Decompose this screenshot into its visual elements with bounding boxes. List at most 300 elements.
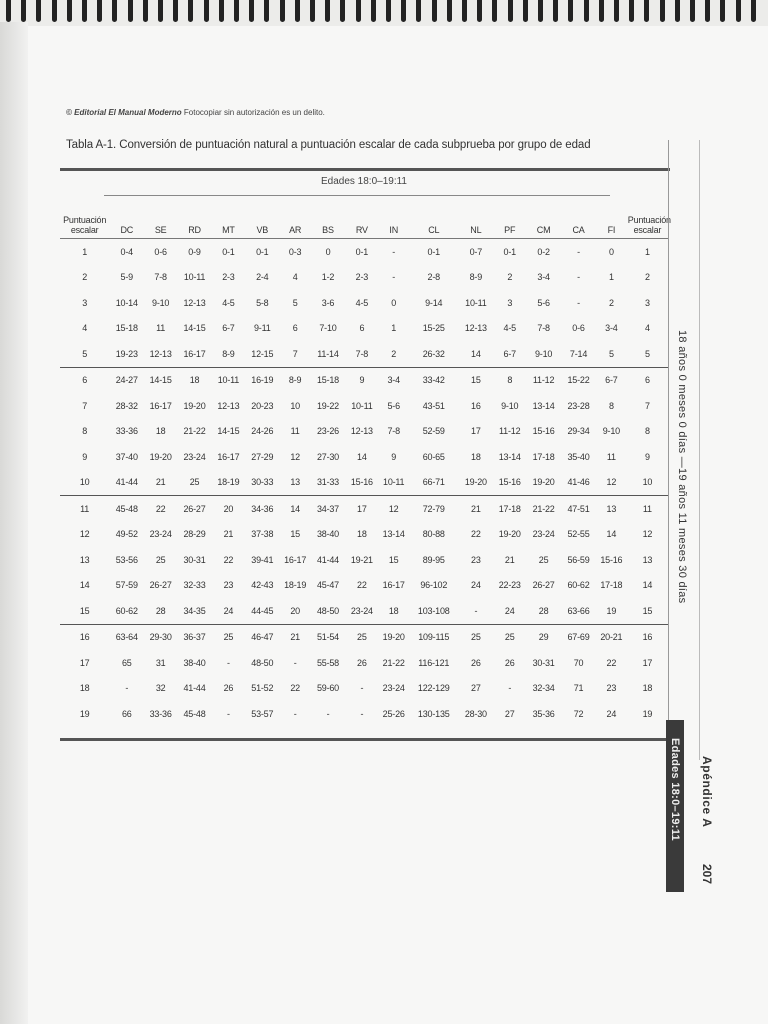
cell-nl: 24 <box>471 580 481 591</box>
cell-dc: 57-59 <box>115 580 138 591</box>
cell-rd: 34-35 <box>183 605 206 616</box>
cell-nl: 18 <box>471 451 481 462</box>
cell-scaled-score-right: 19 <box>642 708 653 719</box>
cell-vb: 27-29 <box>251 451 274 462</box>
side-age-range: 18 años 0 meses 0 días —19 años 11 meses 30 días <box>676 330 688 604</box>
appendix-label: Apéndice A <box>700 756 714 828</box>
cell-in: 21-22 <box>382 657 405 668</box>
cell-rd: 30-31 <box>183 554 206 565</box>
cell-vb: 5-8 <box>256 297 269 308</box>
spiral-coil <box>432 0 437 22</box>
cell-scaled-score: 3 <box>82 297 88 308</box>
cell-ar: 20 <box>290 605 300 616</box>
cell-rd: 16-17 <box>183 348 206 359</box>
cell-dc: 45-48 <box>109 496 144 522</box>
cell-nl: 23 <box>471 554 481 565</box>
table-top-rule <box>60 168 670 171</box>
table-row <box>60 470 668 496</box>
cell-cl: 122-129 <box>417 683 450 694</box>
spiral-coil <box>264 0 269 22</box>
cell-rv: - <box>360 683 364 694</box>
cell-pf: 26 <box>504 657 515 668</box>
cell-pf: 3 <box>507 297 513 308</box>
cell-vb: 37-38 <box>251 529 274 540</box>
header-score-right-line2: escalar <box>633 225 662 235</box>
cell-ar: - <box>293 657 297 668</box>
cell-scaled-score-right: 12 <box>642 529 653 540</box>
table-row <box>60 316 668 342</box>
cell-vb: 20-23 <box>251 400 274 411</box>
cell-mt: 25 <box>212 624 245 650</box>
cell-vb: 34-36 <box>245 496 280 522</box>
cell-in: 16-17 <box>382 580 405 591</box>
cell-fi: 15-16 <box>600 554 623 565</box>
header-subtest-bs: BS <box>322 225 334 235</box>
cell-ca: 60-62 <box>567 580 590 591</box>
cell-dc: 66 <box>121 708 132 719</box>
cell-ca: 41-46 <box>567 477 590 488</box>
side-tab-label: Edades 18:0–19:11 <box>669 738 681 841</box>
cell-ca: 0-6 <box>572 323 585 334</box>
cell-ca: 7-14 <box>569 348 588 359</box>
cell-rv: 22 <box>357 580 367 591</box>
cell-bs: 19-22 <box>316 400 339 411</box>
spiral-coil <box>690 0 695 22</box>
cell-cm: 26-27 <box>532 580 555 591</box>
cell-cl: 103-108 <box>417 605 450 616</box>
cell-mt: 4-5 <box>222 297 235 308</box>
cell-scaled-score-right: 13 <box>642 554 653 565</box>
table-row <box>60 393 668 419</box>
cell-mt: 0-1 <box>222 246 235 257</box>
cell-bs: 27-30 <box>316 451 339 462</box>
cell-pf: 8 <box>493 367 526 393</box>
spiral-coil <box>371 0 376 22</box>
spiral-coil <box>553 0 558 22</box>
cell-bs: - <box>326 708 330 719</box>
cell-mt: 22 <box>223 554 234 565</box>
spiral-coil <box>52 0 57 22</box>
cell-rv: 18 <box>357 529 367 540</box>
spiral-coil <box>675 0 680 22</box>
cell-ar: 6 <box>292 323 298 334</box>
cell-cl: 60-65 <box>422 451 445 462</box>
cell-bs: 11-14 <box>317 348 339 359</box>
spiral-coil <box>204 0 209 22</box>
cell-vb: 53-57 <box>251 708 274 719</box>
cell-scaled-score: 7 <box>82 400 88 411</box>
cell-fi: 9-10 <box>602 426 620 437</box>
copyright-notice: Fotocopiar sin autorización es un delito. <box>183 108 325 117</box>
cell-fi: 12 <box>606 477 617 488</box>
spiral-coil <box>477 0 482 22</box>
cell-se: 28 <box>155 605 166 616</box>
cell-cl: 0-1 <box>427 246 440 257</box>
cell-dc: 37-40 <box>115 451 138 462</box>
cell-in: 10-11 <box>383 477 405 488</box>
table-title: Tabla A-1. Conversión de puntuación natural a puntuación escalar de cada subprueba por grupo de edad <box>66 139 591 151</box>
cell-mt: 16-17 <box>217 451 240 462</box>
cell-dc: 33-36 <box>115 426 138 437</box>
spiral-coil <box>82 0 87 22</box>
cell-scaled-score: 9 <box>82 451 88 462</box>
header-subtest-rd: RD <box>188 225 201 235</box>
cell-scaled-score-right: 17 <box>642 657 653 668</box>
cell-ca: 23-28 <box>567 400 590 411</box>
spiral-coil <box>310 0 315 22</box>
copyright-publisher: © Editorial El Manual Moderno <box>66 108 182 117</box>
header-subtest-ca: CA <box>572 225 585 235</box>
cell-cl: 9-14 <box>425 297 443 308</box>
cell-ar: 0-3 <box>288 246 302 257</box>
cell-rv: 26 <box>357 657 367 668</box>
cell-se: 23-24 <box>149 529 172 540</box>
spiral-coil <box>67 0 72 22</box>
cell-bs: 38-40 <box>316 529 339 540</box>
cell-pf: 25 <box>493 624 526 650</box>
cell-ca: 63-66 <box>567 605 590 616</box>
cell-rv: 15-16 <box>350 477 373 488</box>
cell-mt: - <box>226 708 230 719</box>
cell-in: - <box>392 272 396 283</box>
cell-nl: 8-9 <box>469 272 483 283</box>
cell-rd: 21-22 <box>183 426 206 437</box>
table-row <box>60 701 668 727</box>
cell-scaled-score: 4 <box>82 323 88 334</box>
cell-se: 25 <box>155 554 166 565</box>
page-edge-shadow <box>0 22 28 1024</box>
cell-nl: - <box>474 605 478 616</box>
cell-cl: 66-71 <box>422 477 445 488</box>
cell-scaled-score: 14 <box>79 580 90 591</box>
cell-mt: 12-13 <box>217 400 240 411</box>
cell-scaled-score-right: 11 <box>627 496 668 522</box>
header-subtest-in: IN <box>389 225 398 235</box>
spiral-coil <box>660 0 665 22</box>
cell-bs: 48-50 <box>316 605 339 616</box>
spiral-coil <box>614 0 619 22</box>
header-subtest-vb: VB <box>256 225 269 235</box>
cell-scaled-score-right: 4 <box>644 323 650 334</box>
cell-pf: 9-10 <box>501 400 519 411</box>
cell-rd: 0-9 <box>188 246 201 257</box>
cell-in: 1 <box>391 323 397 334</box>
cell-fi: 22 <box>606 657 617 668</box>
cell-rd: 45-48 <box>183 708 206 719</box>
cell-scaled-score-right: 8 <box>644 426 650 437</box>
cell-mt: 21 <box>223 529 234 540</box>
cell-bs: 31-33 <box>316 477 339 488</box>
table-bottom-rule <box>60 738 670 741</box>
cell-scaled-score: 6 <box>60 367 109 393</box>
cell-mt: 6-7 <box>222 323 235 334</box>
spiral-coil <box>538 0 543 22</box>
cell-se: 7-8 <box>154 272 167 283</box>
cell-ca: 70 <box>573 657 584 668</box>
cell-pf: 15-16 <box>498 477 521 488</box>
cell-ar: 14 <box>280 496 311 522</box>
cell-vb: 24-26 <box>251 426 274 437</box>
cell-scaled-score-right: 2 <box>644 272 650 283</box>
cell-scaled-score-right: 3 <box>644 297 650 308</box>
cell-pf: 2 <box>507 272 513 283</box>
spiral-coil <box>158 0 163 22</box>
cell-bs: 51-54 <box>311 624 346 650</box>
cell-scaled-score-right: 1 <box>644 246 650 257</box>
cell-fi: 1 <box>608 272 614 283</box>
cell-cm: 23-24 <box>532 529 555 540</box>
cell-rd: 18 <box>177 367 212 393</box>
cell-dc: 53-56 <box>115 554 138 565</box>
spiral-coil <box>705 0 710 22</box>
table-row <box>60 650 668 676</box>
cell-scaled-score: 19 <box>79 708 90 719</box>
spiral-coil <box>751 0 756 22</box>
cell-nl: 19-20 <box>464 477 487 488</box>
cell-ca: 72 <box>573 708 584 719</box>
cell-rd: 23-24 <box>183 451 206 462</box>
cell-se: 21 <box>155 477 166 488</box>
cell-dc: 0-4 <box>120 246 133 257</box>
cell-scaled-score-right: 7 <box>644 400 650 411</box>
cell-cl: 109-115 <box>409 624 458 650</box>
cell-ar: 18-19 <box>284 580 307 591</box>
spiral-coil <box>325 0 330 22</box>
header-subtest-mt: MT <box>222 225 235 235</box>
cell-rd: 12-13 <box>183 297 206 308</box>
cell-mt: 8-9 <box>222 348 235 359</box>
cell-ar: 15 <box>290 529 300 540</box>
header-subtest-fi: FI <box>607 225 616 235</box>
cell-nl: 21 <box>458 496 493 522</box>
spiral-coil <box>523 0 528 22</box>
cell-ar: 7 <box>292 348 298 359</box>
table-row <box>60 265 668 291</box>
cell-in: 13-14 <box>382 529 405 540</box>
cell-cm: 19-20 <box>532 477 555 488</box>
cell-rv: 6 <box>359 323 365 334</box>
cell-ca: 15-22 <box>561 367 596 393</box>
table-row <box>60 239 668 265</box>
table-row <box>60 367 668 393</box>
header-score-left-line2: escalar <box>70 225 99 235</box>
cell-vb: 39-41 <box>251 554 274 565</box>
spiral-coil <box>720 0 725 22</box>
ages-underline <box>104 195 610 196</box>
cell-bs: 34-37 <box>311 496 346 522</box>
spiral-binding <box>0 0 768 26</box>
cell-cm: 3-4 <box>537 272 550 283</box>
cell-pf: 27 <box>504 708 515 719</box>
cell-se: 14-15 <box>144 367 177 393</box>
cell-pf: 21 <box>504 554 515 565</box>
header-subtest-ar: AR <box>289 225 302 235</box>
ages-header: Edades 18:0–19:11 <box>320 176 407 187</box>
cell-ar: 10 <box>290 400 300 411</box>
cell-scaled-score: 17 <box>79 657 90 668</box>
cell-nl: 12-13 <box>464 323 487 334</box>
cell-cl: 80-88 <box>422 529 445 540</box>
page-edge-line <box>699 140 700 760</box>
cell-vb: 46-47 <box>245 624 280 650</box>
cell-cm: 9-10 <box>535 348 553 359</box>
table-row <box>60 419 668 445</box>
cell-vb: 12-15 <box>251 348 274 359</box>
spiral-coil <box>416 0 421 22</box>
cell-cm: 13-14 <box>532 400 555 411</box>
cell-cm: 17-18 <box>532 451 555 462</box>
cell-nl: 14 <box>471 348 481 359</box>
cell-bs: 59-60 <box>316 683 339 694</box>
cell-pf: 6-7 <box>503 348 516 359</box>
cell-nl: 0-7 <box>469 246 483 257</box>
cell-ar: 13 <box>290 477 300 488</box>
cell-cm: 7-8 <box>537 323 550 334</box>
spiral-coil <box>249 0 254 22</box>
spiral-coil <box>401 0 406 22</box>
cell-ar: 22 <box>290 683 300 694</box>
cell-cm: 30-31 <box>532 657 555 668</box>
cell-fi: 14 <box>606 529 617 540</box>
cell-rv: 2-3 <box>355 272 369 283</box>
spiral-coil <box>97 0 102 22</box>
spiral-coil <box>21 0 26 22</box>
table-row <box>60 676 668 702</box>
cell-cl: 43-51 <box>422 400 445 411</box>
cell-rv: 17 <box>345 496 378 522</box>
cell-dc: 49-52 <box>115 529 138 540</box>
header-subtest-rv: RV <box>355 225 368 235</box>
cell-vb: 2-4 <box>256 272 269 283</box>
spiral-coil <box>173 0 178 22</box>
cell-ca: - <box>577 272 580 283</box>
header-subtest-pf: PF <box>504 225 516 235</box>
cell-bs: 7-10 <box>319 323 337 334</box>
cell-bs: 41-44 <box>316 554 339 565</box>
cell-in: 5-6 <box>387 400 400 411</box>
cell-mt: 2-3 <box>222 272 235 283</box>
cell-dc: - <box>125 683 129 694</box>
cell-cl: 72-79 <box>409 496 458 522</box>
cell-dc: 19-23 <box>115 348 138 359</box>
cell-fi: 6-7 <box>596 367 627 393</box>
cell-cm: 15-16 <box>532 426 555 437</box>
cell-ar: 16-17 <box>284 554 307 565</box>
header-score-left-line1: Puntuación <box>63 215 107 225</box>
cell-cl: 130-135 <box>417 708 450 719</box>
cell-in: - <box>392 246 396 257</box>
cell-pf: 24 <box>504 605 515 616</box>
cell-in: 15 <box>388 554 399 565</box>
spiral-coil <box>234 0 239 22</box>
cell-in: 2 <box>391 348 397 359</box>
cell-fi: 8 <box>608 400 614 411</box>
cell-scaled-score: 18 <box>79 683 90 694</box>
cell-se: 0-6 <box>154 246 167 257</box>
table-row <box>60 598 668 624</box>
cell-ca: 71 <box>573 683 584 694</box>
cell-vb: 9-11 <box>254 323 271 334</box>
cell-dc: 24-27 <box>109 367 144 393</box>
spiral-coil <box>128 0 133 22</box>
table-row <box>60 522 668 548</box>
cell-se: 19-20 <box>149 451 172 462</box>
cell-vb: 51-52 <box>251 683 274 694</box>
cell-rd: 38-40 <box>183 657 206 668</box>
cell-fi: 23 <box>606 683 617 694</box>
cell-rv: - <box>360 708 364 719</box>
cell-nl: 26 <box>471 657 481 668</box>
spiral-coil <box>386 0 391 22</box>
table-header-row <box>60 204 668 239</box>
cell-bs: 0 <box>325 246 331 257</box>
cell-pf: 22-23 <box>498 580 521 591</box>
cell-se: 29-30 <box>144 624 177 650</box>
cell-mt: 20 <box>212 496 245 522</box>
spiral-coil <box>280 0 285 22</box>
cell-fi: 19 <box>606 605 617 616</box>
spiral-coil <box>736 0 741 22</box>
cell-rv: 14 <box>357 451 367 462</box>
cell-scaled-score: 11 <box>60 496 109 522</box>
cell-fi: 17-18 <box>600 580 623 591</box>
cell-rd: 41-44 <box>183 683 206 694</box>
cell-cl: 33-42 <box>409 367 458 393</box>
cell-rd: 14-15 <box>183 323 206 334</box>
spiral-coil <box>219 0 224 22</box>
table-row <box>60 547 668 573</box>
cell-scaled-score: 13 <box>79 554 90 565</box>
cell-dc: 60-62 <box>115 605 138 616</box>
spiral-coil <box>36 0 41 22</box>
cell-scaled-score-right: 18 <box>642 683 653 694</box>
cell-cm: 11-12 <box>526 367 561 393</box>
cell-se: 22 <box>144 496 177 522</box>
header-subtest-cm: CM <box>536 225 551 235</box>
cell-scaled-score: 5 <box>82 348 88 359</box>
cell-cl: 96-102 <box>420 580 448 591</box>
table-row <box>60 624 668 650</box>
cell-dc: 10-14 <box>115 297 138 308</box>
cell-mt: 26 <box>223 683 234 694</box>
cell-scaled-score-right: 14 <box>642 580 653 591</box>
cell-cm: 28 <box>538 605 549 616</box>
conversion-table <box>60 204 671 727</box>
spiral-coil <box>188 0 193 22</box>
cell-mt: 18-19 <box>217 477 240 488</box>
cell-bs: 55-58 <box>316 657 339 668</box>
cell-nl: 16 <box>471 400 481 411</box>
cell-scaled-score-right: 9 <box>644 451 650 462</box>
cell-dc: 5-9 <box>120 272 133 283</box>
cell-in: 25-26 <box>382 708 405 719</box>
cell-ca: 52-55 <box>567 529 590 540</box>
cell-in: 18 <box>388 605 399 616</box>
cell-nl: 10-11 <box>465 297 487 308</box>
cell-dc: 63-64 <box>109 624 144 650</box>
cell-dc: 28-32 <box>115 400 138 411</box>
header-score-left <box>60 204 109 239</box>
cell-cm: 32-34 <box>532 683 555 694</box>
cell-nl: 28-30 <box>464 708 487 719</box>
cell-scaled-score-right: 6 <box>627 367 668 393</box>
cell-mt: 23 <box>223 580 234 591</box>
spiral-coil <box>629 0 634 22</box>
cell-nl: 17 <box>471 426 481 437</box>
cell-dc: 65 <box>121 657 132 668</box>
cell-rd: 28-29 <box>183 529 206 540</box>
table-row <box>60 444 668 470</box>
